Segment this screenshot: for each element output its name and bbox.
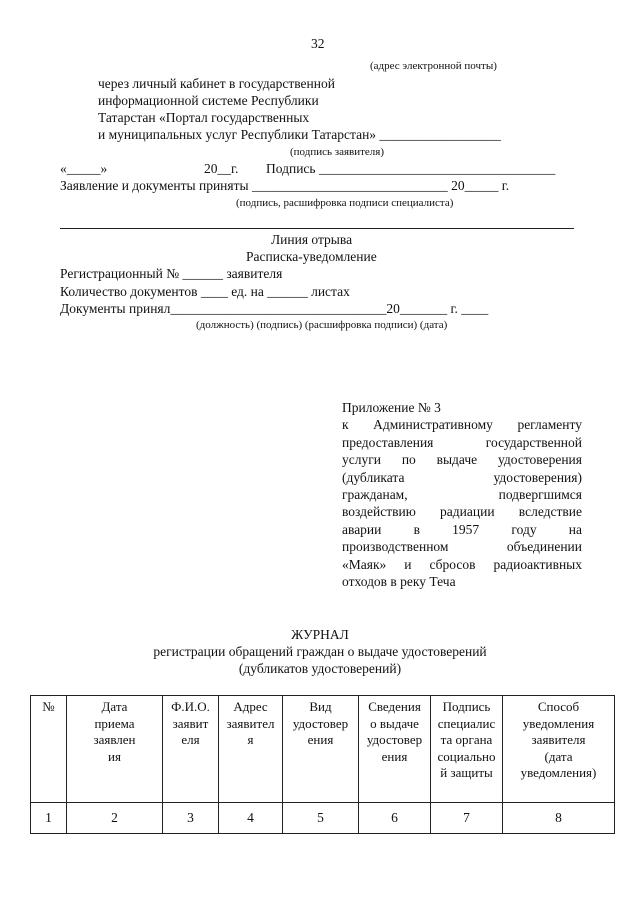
journal-table: [30, 695, 615, 834]
journal-header-row: [31, 696, 615, 803]
registration-line: Регистрационный № ______ заявителя: [60, 266, 283, 281]
column-number-cell: 5: [283, 803, 359, 834]
accepted-by-line: Документы принял________________________________20_______ г. ____: [60, 301, 489, 316]
header-cell-notification-method: Способ уведомления заявителя (дата уведомления): [503, 696, 615, 803]
journal-subtitle-2: (дубликатов удостоверений): [238, 661, 402, 676]
cut-line-label: Линия отрыва: [271, 232, 353, 247]
column-number-cell: 8: [503, 803, 615, 834]
receipt-title: Расписка-уведомление: [246, 249, 377, 264]
column-number-cell: 7: [431, 803, 503, 834]
appendix-block: [342, 399, 582, 590]
journal-number-row: [31, 803, 615, 834]
appendix-line: услуги по выдаче удостоверения: [342, 452, 582, 468]
appendix-line: Приложение № 3: [342, 400, 441, 415]
date-year: 20__г.: [204, 161, 239, 176]
header-cell-number: №: [31, 696, 67, 803]
specialist-caption: (подпись, расшифровка подписи специалиста): [236, 197, 454, 209]
header-cell-address: Адрес заявител я: [219, 696, 283, 803]
appendix-line: производственном объединении: [342, 539, 582, 555]
appendix-line: к Административному регламенту: [342, 417, 582, 433]
column-number-cell: 3: [163, 803, 219, 834]
applicant-sign-caption: (подпись заявителя): [290, 146, 385, 158]
header-cell-specialist-signature: Подпись специалис та органа социально й защиты: [431, 696, 503, 803]
appendix-line: аварии в 1957 году на: [342, 521, 582, 537]
column-number-cell: 4: [219, 803, 283, 834]
appendix-line: воздействию радиации вследствие: [342, 504, 582, 520]
portal-line-1: через личный кабинет в государственной: [98, 76, 335, 91]
accepted-line: Заявление и документы приняты _____________________________ 20_____ г.: [60, 178, 510, 193]
documents-count-line: Количество документов ____ ед. на ______ листах: [60, 284, 350, 299]
page-number: 32: [311, 36, 325, 51]
portal-line-3: Татарстан «Портал государственных: [98, 110, 310, 125]
date-quote-open: «_____»: [60, 161, 108, 176]
appendix-line: гражданам, подвергшимся: [342, 487, 582, 503]
appendix-line: предоставления государственной: [342, 434, 582, 450]
accepted-by-caption: (должность) (подпись) (расшифровка подписи) (дата): [196, 319, 448, 331]
journal-title: ЖУРНАЛ: [291, 627, 349, 642]
signature-label: Подпись ___________________________________: [266, 161, 556, 176]
column-number-cell: 2: [67, 803, 163, 834]
cut-line: [60, 228, 574, 229]
appendix-line: «Маяк» и сбросов радиоактивных: [342, 556, 582, 572]
portal-line-4: и муниципальных услуг Республики Татарстан» __________________: [98, 127, 501, 142]
journal-subtitle: регистрации обращений граждан о выдаче удостоверений: [153, 644, 487, 659]
column-number-cell: 6: [359, 803, 431, 834]
appendix-line: отходов в реку Теча: [342, 574, 456, 590]
appendix-line: (дубликата удостоверения): [342, 469, 582, 485]
email-caption: (адрес электронной почты): [370, 60, 497, 72]
column-number-cell: 1: [31, 803, 67, 834]
header-cell-issue-info: Сведения о выдаче удостовер ения: [359, 696, 431, 803]
header-cell-date: Дата приема заявлен ия: [67, 696, 163, 803]
header-cell-certificate-type: Вид удостовер ения: [283, 696, 359, 803]
portal-line-2: информационной системе Республики: [98, 93, 319, 108]
header-cell-fio: Ф.И.О. заявит еля: [163, 696, 219, 803]
